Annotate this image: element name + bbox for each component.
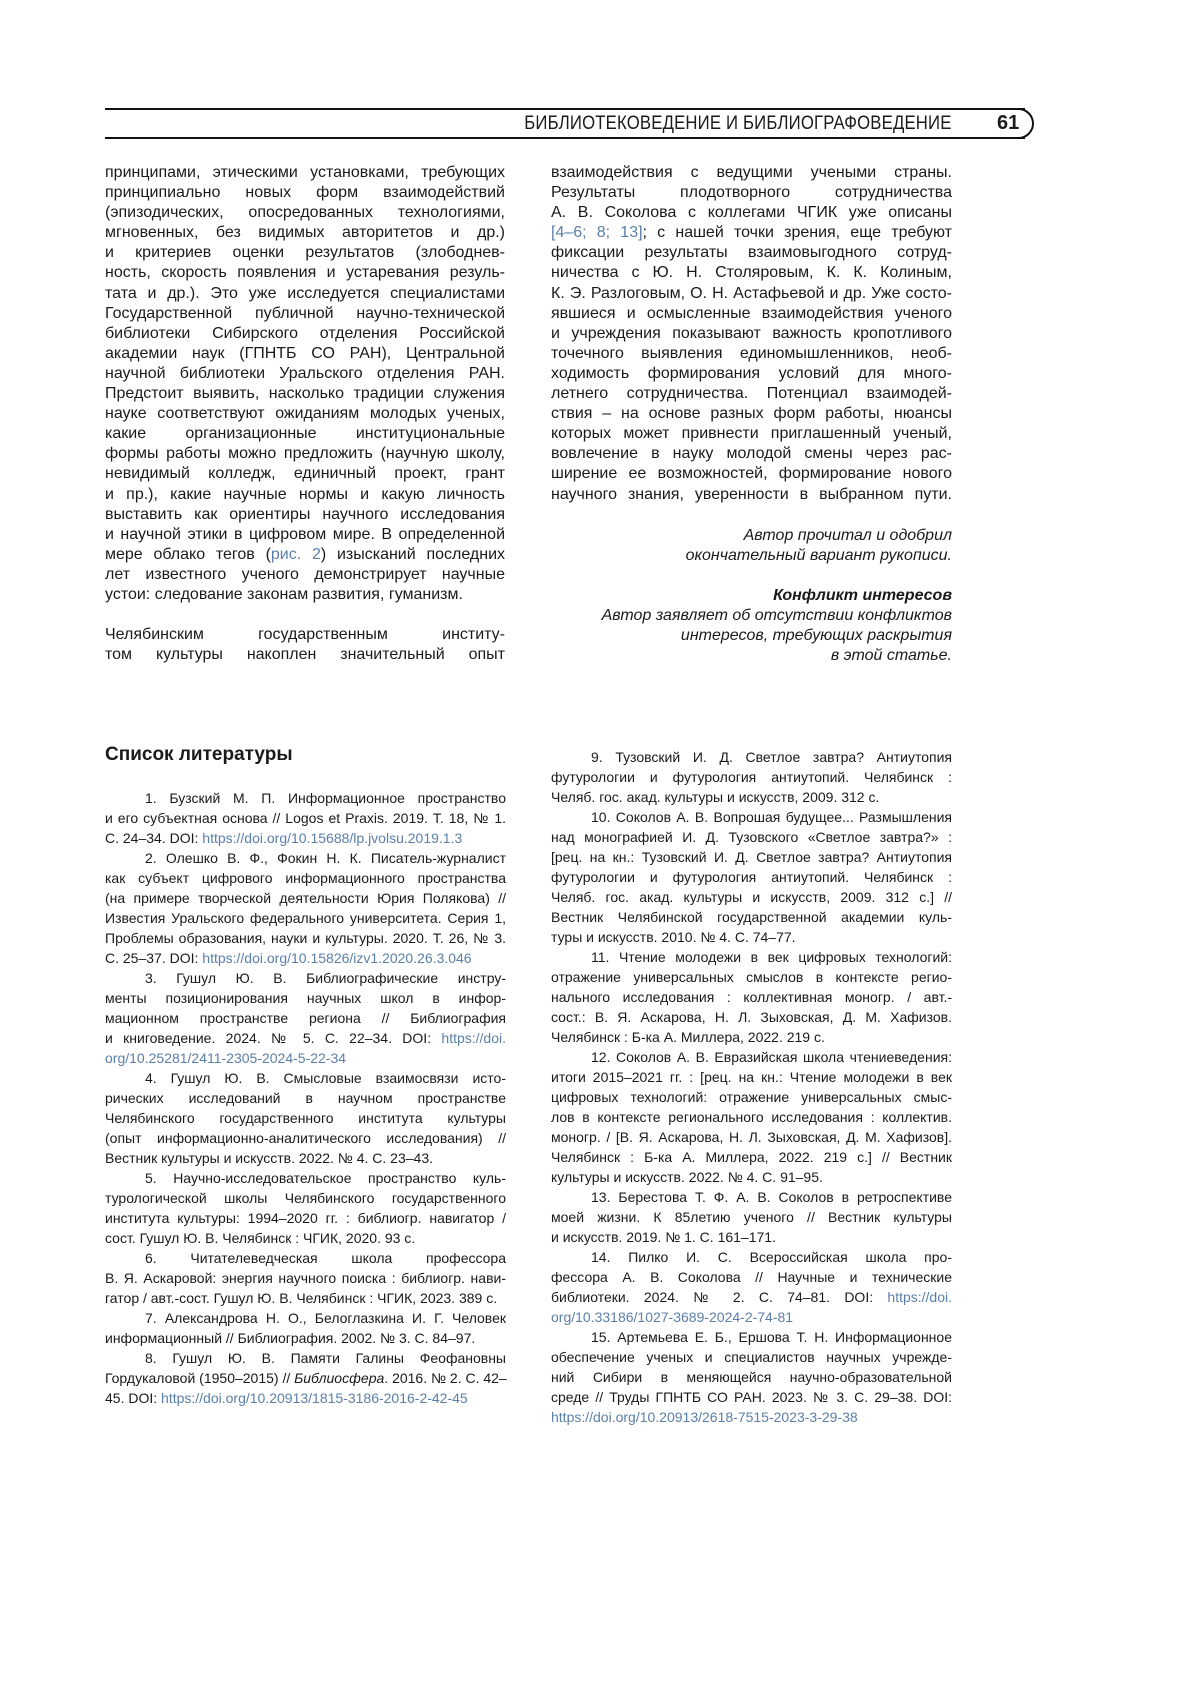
text-line	[551, 1407, 952, 1427]
text-line: Челябинского государственного института культуры	[105, 1108, 506, 1128]
text-line: рических исследований в научном пространстве	[105, 1088, 506, 1108]
text-line: ность, скорость появления и устаревания резуль-	[105, 263, 505, 283]
text-line: среде // Труды ГПНТБ СО РАН. 2023. № 3. С. 29–38. DOI:	[551, 1387, 952, 1407]
references-heading: Список литературы	[105, 744, 293, 766]
text-line	[551, 1307, 952, 1327]
text-line: Челяб. гос. акад. культуры и искусств, 2009. 312 с.] //	[551, 887, 952, 907]
text-line: науке соответствуют ожиданиям молодых ученых,	[105, 404, 505, 424]
header-rule-top	[105, 108, 1025, 110]
text-line: и учреждения показывают важность кропотливого	[551, 324, 952, 344]
text-line: 11. Чтение молодежи в век цифровых технологий:	[551, 947, 952, 967]
text-line: академии наук (ГПНТБ СО РАН), Центральной	[105, 344, 505, 364]
text-line	[105, 828, 506, 848]
link[interactable]: org/10.25281/2411-2305-2024-5-22-34	[105, 1050, 346, 1066]
text-line: Известия Уральского федерального университета. Серия 1,	[105, 908, 506, 928]
text-segment: и книговедение. 2024. № 5. С. 22–34. DOI:	[105, 1030, 441, 1046]
journal-title: Библиосфера	[294, 1370, 384, 1386]
text-line: лов в контексте регионального исследования : коллектив.	[551, 1107, 952, 1127]
text-line: туры и искусств. 2010. № 4. С. 74–77.	[551, 927, 952, 947]
text-line	[105, 1028, 506, 1048]
approval-line: Автор прочитал и одобрил	[551, 526, 952, 546]
text-line: В. Я. Аскаровой: энергия научного поиска : библиогр. нави-	[105, 1268, 506, 1288]
text-line: футурологии и футурология антиутопий. Челябинск :	[551, 767, 952, 787]
reference-item	[105, 788, 506, 848]
text-line	[105, 1388, 506, 1408]
text-line: 6. Читателеведческая школа профессора	[105, 1248, 506, 1268]
text-line: принципиально новых форм взаимодействий	[105, 183, 505, 203]
reference-item	[551, 1327, 952, 1427]
text-line: научного знания, уверенности в выбранном пути.	[551, 485, 952, 505]
running-header-section: БИБЛИОТЕКОВЕДЕНИЕ И БИБЛИОГРАФОВЕДЕНИЕ	[525, 113, 952, 135]
reference-item	[551, 1247, 952, 1327]
text-line: точечного выявления единомышленников, необ-	[551, 344, 952, 364]
reference-item	[551, 1187, 952, 1247]
page-number: 61	[997, 112, 1019, 135]
link[interactable]: org/10.33186/1027-3689-2024-2-74-81	[551, 1309, 793, 1325]
text-line: ний Сибири в меняющейся научно-образовательной	[551, 1367, 952, 1387]
text-line: сост. Гушул Ю. В. Челябинск : ЧГИК, 2020. 93 с.	[105, 1228, 506, 1248]
text-line: мгновенных, без видимых авторитетов и др.)	[105, 223, 505, 243]
text-line	[551, 1287, 952, 1307]
text-segment: С. 24–34. DOI:	[105, 830, 202, 846]
text-line: обеспечение ученых и специалистов научных учрежде-	[551, 1347, 952, 1367]
text-line: которых может привнести приглашенный ученый,	[551, 424, 952, 444]
approval-line: окончательный вариант рукописи.	[551, 546, 952, 566]
text-line: над монографией И. Д. Тузовского «Светлое завтра?» :	[551, 827, 952, 847]
text-line: моей жизни. К 85летию ученого // Вестник культуры	[551, 1207, 952, 1227]
text-line: отражение универсальных смыслов в контексте регио-	[551, 967, 952, 987]
text-line: культуры и искусств. 2022. № 4. С. 91–95.	[551, 1167, 952, 1187]
link[interactable]: https://doi.org/10.15826/izv1.2020.26.3.046	[202, 950, 471, 966]
text-line: мационном пространстве региона // Библиография	[105, 1008, 506, 1028]
link[interactable]: https://doi.	[887, 1289, 952, 1305]
conflict-line: в этой статье.	[551, 646, 952, 666]
text-line: как субъект цифрового информационного пространства	[105, 868, 506, 888]
text-line: устои: следование законам развития, гуманизм.	[105, 585, 505, 605]
text-line: института культуры: 1994–2020 гг. : библиогр. навигатор /	[105, 1208, 506, 1228]
conflict-of-interest	[551, 586, 952, 666]
text-line: и пр.), какие научные нормы и какую личность	[105, 485, 505, 505]
text-segment: ) изысканий последних	[321, 546, 505, 563]
text-segment: ; с нашей точки зрения, еще требуют	[643, 224, 952, 241]
conflict-line: интересов, требующих раскрытия	[551, 626, 952, 646]
reference-item	[105, 848, 506, 968]
text-line: Челябинским государственным институ-	[105, 625, 505, 645]
link[interactable]: рис. 2	[271, 546, 321, 563]
text-line: взаимодействия с ведущими учеными страны.	[551, 163, 952, 183]
reference-item	[105, 968, 506, 1068]
text-line: выставить как ориентиры научного исследования	[105, 505, 505, 525]
text-line: информационный // Библиография. 2002. № 3. С. 84–97.	[105, 1328, 506, 1348]
text-line: и его субъектная основа // Logos et Praxis. 2019. Т. 18, № 1.	[105, 808, 506, 828]
text-line: какие организационные институциональные	[105, 424, 505, 444]
reference-item	[551, 747, 952, 807]
text-line: итоги 2015–2021 гг. : [рец. на кн.: Чтение молодежи в век	[551, 1067, 952, 1087]
paragraph	[105, 163, 505, 605]
text-line: ширение ее возможностей, формирование нового	[551, 464, 952, 484]
text-line: [рец. на кн.: Тузовский И. Д. Светлое завтра? Антиутопия	[551, 847, 952, 867]
text-line: фессора А. В. Соколова // Научные и технические	[551, 1267, 952, 1287]
text-line: нального исследования : коллективная моногр. / авт.-	[551, 987, 952, 1007]
text-line: Челябинск : Б-ка А. Миллера, 2022. 219 с.] // Вестник	[551, 1147, 952, 1167]
text-line: (опыт информационно-аналитического исследования) //	[105, 1128, 506, 1148]
text-line	[105, 948, 506, 968]
text-line	[105, 1048, 506, 1068]
text-line: 5. Научно-исследовательское пространство куль-	[105, 1168, 506, 1188]
text-line: Челяб. гос. акад. культуры и искусств, 2009. 312 с.	[551, 787, 952, 807]
reference-item	[551, 947, 952, 1047]
text-line: 7. Александрова Н. О., Белоглазкина И. Г. Человек	[105, 1308, 506, 1328]
text-line: 1. Бузский М. П. Информационное пространство	[105, 788, 506, 808]
text-line: Проблемы образования, науки и культуры. 2020. Т. 26, № 3.	[105, 928, 506, 948]
text-line: научной библиотеки Уральского отделения РАН.	[105, 364, 505, 384]
text-segment: С. 25–37. DOI:	[105, 950, 202, 966]
link[interactable]: https://doi.org/10.15688/lp.jvolsu.2019.1.3	[202, 830, 462, 846]
text-line	[551, 223, 952, 243]
text-line: Челябинск : Б-ка А. Миллера, 2022. 219 с.	[551, 1027, 952, 1047]
body-column-right	[551, 163, 952, 505]
text-line: том культуры накоплен значительный опыт	[105, 645, 505, 665]
text-line: явшиеся и осмысленные взаимодействия ученого	[551, 304, 952, 324]
text-segment: мере облако тегов (	[105, 546, 271, 563]
link[interactable]: https://doi.org/10.20913/1815-3186-2016-2-42-45	[161, 1390, 468, 1406]
text-line: 2. Олешко В. Ф., Фокин Н. К. Писатель-журналист	[105, 848, 506, 868]
references-column-left	[105, 788, 506, 1408]
text-line: вовлечение в науку молодой смены через рас-	[551, 444, 952, 464]
text-segment: библиотеки. 2024. № 2. С. 74–81. DOI:	[551, 1289, 887, 1305]
text-line: Государственной публичной научно-технической	[105, 304, 505, 324]
text-line: 3. Гушул Ю. В. Библиографические инстру-	[105, 968, 506, 988]
reference-item	[105, 1308, 506, 1348]
text-line: 8. Гушул Ю. В. Памяти Галины Феофановны	[105, 1348, 506, 1368]
text-line	[105, 1368, 506, 1388]
text-line: тата и др.). Это уже исследуется специалистами	[105, 284, 505, 304]
text-line: ничества с Ю. Н. Столяровым, К. К. Колиным,	[551, 263, 952, 283]
text-line: Результаты плодотворного сотрудничества	[551, 183, 952, 203]
reference-item	[551, 1047, 952, 1187]
body-column-left	[105, 163, 505, 665]
text-line: и критериев оценки результатов (злободнев-	[105, 243, 505, 263]
conflict-title: Конфликт интересов	[551, 586, 952, 606]
text-line	[105, 545, 505, 565]
text-segment: Гордукаловой (1950–2015) //	[105, 1370, 294, 1386]
link[interactable]: https://doi.	[441, 1030, 506, 1046]
reference-item	[551, 807, 952, 947]
text-line: 4. Гушул Ю. В. Смысловые взаимосвязи исто-	[105, 1068, 506, 1088]
reference-item	[105, 1348, 506, 1408]
text-line: (эпизодических, опосредованных технологиями,	[105, 203, 505, 223]
text-line: 12. Соколов А. В. Евразийская школа чтениеведения:	[551, 1047, 952, 1067]
text-line: Вестник Челябинской государственной академии куль-	[551, 907, 952, 927]
text-line: моногр. / [В. Я. Аскарова, Н. Л. Зыховская, Д. М. Хафизов].	[551, 1127, 952, 1147]
text-line: К. Э. Разлоговым, О. Н. Астафьевой и др. Уже состо-	[551, 284, 952, 304]
text-line: библиотеки Сибирского отделения Российской	[105, 324, 505, 344]
text-line: гатор / авт.-сост. Гушул Ю. В. Челябинск : ЧГИК, 2023. 389 с.	[105, 1288, 506, 1308]
references-column-right	[551, 747, 952, 1427]
author-approval-note	[551, 526, 952, 566]
text-segment: . 2016. № 2. С. 42–	[384, 1370, 506, 1386]
text-line: формы работы можно предложить (научную школу,	[105, 444, 505, 464]
paragraph	[551, 163, 952, 505]
paragraph	[105, 625, 505, 665]
text-line: турологической школы Челябинского государственного	[105, 1188, 506, 1208]
text-line: футурологии и футурология антиутопий. Челябинск :	[551, 867, 952, 887]
header-rule-bottom	[105, 137, 1025, 139]
text-line: 15. Артемьева Е. Б., Ершова Т. Н. Информационное	[551, 1327, 952, 1347]
text-line: и искусств. 2019. № 1. С. 161–171.	[551, 1227, 952, 1247]
text-line: фиксации результаты взаимовыгодного сотруд-	[551, 243, 952, 263]
text-line: невидимый колледж, единичный проект, грант	[105, 464, 505, 484]
conflict-line: Автор заявляет об отсутствии конфликтов	[551, 606, 952, 626]
text-line: ходимость формирования условий для много-	[551, 364, 952, 384]
text-line: 13. Берестова Т. Ф. А. В. Соколов в ретроспективе	[551, 1187, 952, 1207]
link[interactable]: https://doi.org/10.20913/2618-7515-2023-3-29-38	[551, 1409, 858, 1425]
link[interactable]: [4–6; 8; 13]	[551, 224, 643, 241]
text-line: менты позиционирования научных школ в инфор-	[105, 988, 506, 1008]
text-line: (на примере творческой деятельности Юрия Полякова) //	[105, 888, 506, 908]
text-line: 9. Тузовский И. Д. Светлое завтра? Антиутопия	[551, 747, 952, 767]
text-line: 14. Пилко И. С. Всероссийская школа про-	[551, 1247, 952, 1267]
text-line: цифровых технологий: отражение универсальных смыс-	[551, 1087, 952, 1107]
text-line: летнего сотрудничества. Потенциал взаимодей-	[551, 384, 952, 404]
reference-item	[105, 1068, 506, 1168]
text-line: сост.: В. Я. Аскарова, Н. Л. Зыховская, Д. М. Хафизов.	[551, 1007, 952, 1027]
reference-item	[105, 1248, 506, 1308]
reference-item	[105, 1168, 506, 1248]
text-line: 10. Соколов А. В. Вопрошая будущее... Размышления	[551, 807, 952, 827]
text-line: Вестник культуры и искусств. 2022. № 4. С. 23–43.	[105, 1148, 506, 1168]
text-line: А. В. Соколова с коллегами ЧГИК уже описаны	[551, 203, 952, 223]
text-line: ствия – на основе разных форм работы, нюансы	[551, 404, 952, 424]
text-line: лет известного ученого демонстрирует научные	[105, 565, 505, 585]
text-line: принципами, этическими установками, требующих	[105, 163, 505, 183]
text-line: и научной этики в цифровом мире. В определенной	[105, 525, 505, 545]
text-segment: 45. DOI:	[105, 1390, 161, 1406]
text-line: Предстоит выявить, насколько традиции служения	[105, 384, 505, 404]
